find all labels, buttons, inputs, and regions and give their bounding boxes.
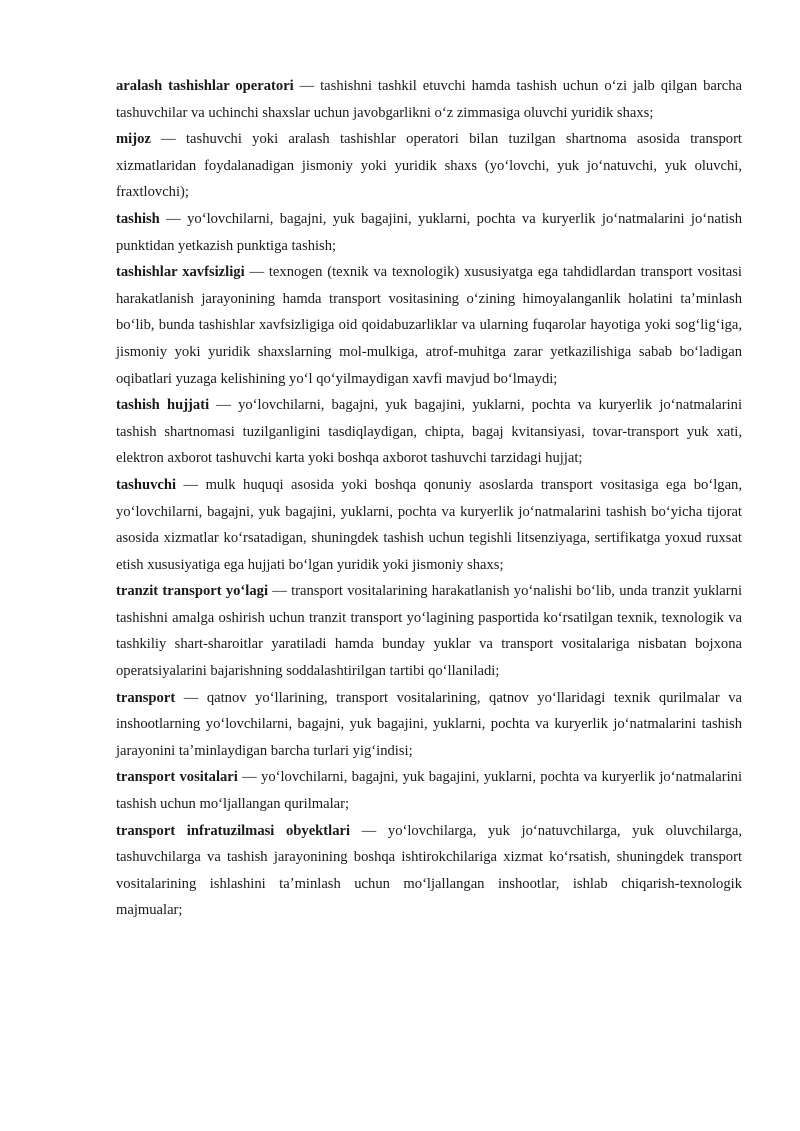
- glossary-definition: — tashishni tashkil etuvchi hamda tashish uchun oʻzi jalb qilgan barcha tashuvchilar va uchinchi shaxslar uchun javobgarlikni oʻz zimmasiga oluvchi yuridik shaxs;: [116, 78, 742, 121]
- glossary-definition: — qatnov yoʻllarining, transport vositalarining, qatnov yoʻllaridagi texnik qurilmalar va inshootlarning yoʻlovchilarni, bagajni, yuk bagajini, yuklarni, pochta va kuryerlik joʻnatmalarini tashish jarayonini taʼminlaydigan barcha turlari yigʻindisi;: [116, 689, 742, 759]
- glossary-body: [116, 73, 742, 924]
- glossary-definition: — texnogen (texnik va texnologik) xususiyatga ega tahdidlardan transport vositasi harakatlanish jarayonining hamda transport vositasining oʻzining himoyalanganlik holatini taʼminlash boʻlib, bunda tashishlar xavfsizligiga oid qoidabuzarliklar va ularning fuqarolar hayotiga yoki sogʻligʻiga, jismoniy yoki yuridik shaxslarning mol-mulkiga, atrof-muhitga zarar yetkazilishiga sabab boʻladigan oqibatlari yuzaga kelishining yoʻl qoʻyilmaydigan xavfi mavjud boʻlmaydi;: [116, 264, 742, 387]
- glossary-entry: [116, 126, 742, 206]
- glossary-entry: [116, 259, 742, 392]
- glossary-term: tashishlar xavfsizligi: [116, 264, 245, 281]
- glossary-entry: [116, 685, 742, 765]
- glossary-term: transport: [116, 689, 176, 706]
- glossary-definition: — yoʻlovchilarni, bagajni, yuk bagajini, yuklarni, pochta va kuryerlik joʻnatmalarini tashish shartnomasi tuzilganligini tasdiqlaydigan, chipta, bagaj kvitansiyasi, tovar-transport yuk xati, elektron axborot tashuvchi karta yoki boshqa axborot tashuvchi tarzidagi hujjat;: [116, 397, 742, 467]
- glossary-term: transport infratuzilmasi obyektlari: [116, 822, 351, 839]
- glossary-term: tashish hujjati: [116, 397, 210, 414]
- glossary-term: aralash tashishlar operatori: [116, 78, 294, 94]
- glossary-entry: [116, 206, 742, 259]
- glossary-definition: — yoʻlovchilarni, bagajni, yuk bagajini, yuklarni, pochta va kuryerlik joʻnatmalarini tashish uchun moʻljallangan qurilmalar;: [116, 769, 743, 813]
- glossary-entry: [116, 73, 742, 126]
- glossary-definition: — yoʻlovchilarga, yuk joʻnatuvchilarga, yuk oluvchilarga, tashuvchilarga va tashish jarayonining boshqa ishtirokchilariga xizmat koʻrsatish, shuningdek transport vositalarining ishlashini taʼminlash uchun moʻljallangan inshootlar, ishlab chiqarish-texnologik majmualar;: [116, 822, 742, 919]
- glossary-term: tashuvchi: [116, 476, 177, 493]
- glossary-definition: — transport vositalarining harakatlanish yoʻnalishi boʻlib, unda tranzit yuklarni tashishni amalga oshirish uchun tranzit transport yoʻlagining pasportida koʻrsatilgan texnik, texnologik va tashkiliy shart-sharoitlar yaratiladi hamda bunday yuklar va transport vositalariga nisbatan bojxona operatsiyalarini bajarishning soddalashtirilgan tartibi qoʻllaniladi;: [116, 583, 742, 680]
- glossary-entry: [116, 818, 742, 924]
- glossary-definition: — yoʻlovchilarni, bagajni, yuk bagajini, yuklarni, pochta va kuryerlik joʻnatmalarini joʻnatish punktidan yetkazish punktiga tashish;: [116, 210, 742, 254]
- glossary-term: transport vositalari: [116, 769, 238, 786]
- glossary-entry: [116, 472, 742, 578]
- glossary-term: tashish: [116, 210, 160, 227]
- glossary-term: tranzit transport yoʻlagi: [116, 583, 268, 600]
- glossary-entry: [116, 764, 742, 817]
- glossary-definition: — mulk huquqi asosida yoki boshqa qonuniy asoslarda transport vositasiga ega boʻlgan, yoʻlovchilarni, bagajni, yuk bagajini, yuklarni, pochta va kuryerlik joʻnatmalarini tashish boʻyicha tijorat asosida xizmatlar koʻrsatadigan, shuningdek tashish uchun tegishli litsenziyaga, sertifikatga yoxud ruxsat etish xususiyatiga ega hujjati boʻlgan yuridik yoki jismoniy shaxs;: [116, 476, 742, 573]
- glossary-term: mijoz: [116, 131, 151, 148]
- glossary-definition: — tashuvchi yoki aralash tashishlar operatori bilan tuzilgan shartnoma asosida transport xizmatlaridan foydalanadigan jismoniy yoki yuridik shaxs (yoʻlovchi, yuk joʻnatuvchi, yuk oluvchi, fraxtlovchi);: [116, 131, 742, 201]
- glossary-entry: [116, 392, 742, 472]
- glossary-entry: [116, 578, 742, 684]
